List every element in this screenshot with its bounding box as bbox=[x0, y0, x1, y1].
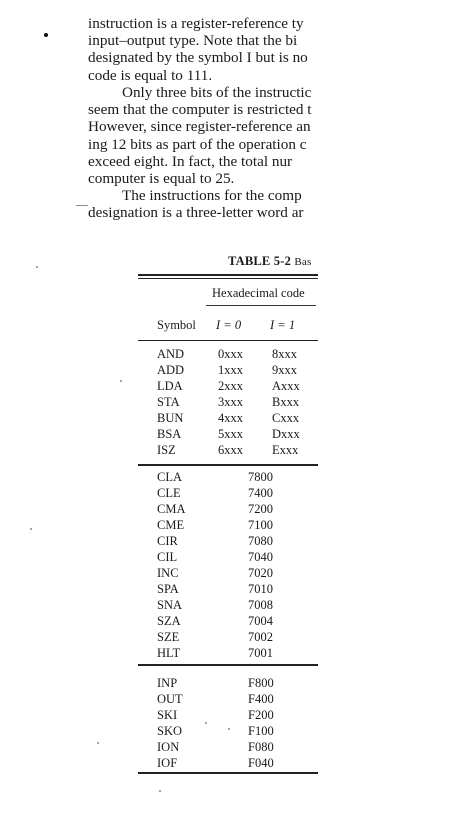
body-paragraph-3 bbox=[88, 187, 461, 221]
hex-code-direct: 3xxx bbox=[218, 395, 243, 409]
text-line: ing 12 bits as part of the operation c bbox=[88, 135, 307, 153]
text-line: The instructions for the comp bbox=[122, 187, 302, 204]
table-top-rule bbox=[138, 274, 318, 276]
text-line: However, since register-reference an bbox=[88, 118, 311, 136]
instruction-symbol: STA bbox=[157, 395, 180, 409]
hex-code: 7004 bbox=[248, 614, 273, 628]
instruction-symbol: INC bbox=[157, 566, 179, 580]
hex-code: F040 bbox=[248, 756, 274, 770]
margin-bullet-mark bbox=[44, 33, 48, 37]
scan-speck bbox=[76, 205, 88, 206]
hex-code-indirect: Dxxx bbox=[272, 427, 300, 441]
hex-code-indirect: Bxxx bbox=[272, 395, 300, 409]
instruction-symbol: AND bbox=[157, 347, 185, 361]
instruction-symbol: SZE bbox=[157, 630, 180, 644]
instruction-symbol: SZA bbox=[157, 614, 181, 628]
hex-code: 7080 bbox=[248, 534, 273, 548]
scan-speck bbox=[120, 380, 122, 382]
instruction-symbol: SKI bbox=[157, 708, 178, 722]
hex-code-direct: 1xxx bbox=[218, 363, 243, 377]
column-header-symbol: Symbol bbox=[157, 318, 196, 332]
body-paragraph-2 bbox=[88, 84, 461, 187]
text-line: seem that the computer is restricted t bbox=[88, 101, 312, 119]
text-line: designated by the symbol I but is no bbox=[88, 49, 308, 67]
hex-code: F200 bbox=[248, 708, 274, 722]
hex-code: 7001 bbox=[248, 646, 273, 660]
text-line: computer is equal to 25. bbox=[88, 169, 235, 187]
text-line: designation is a three-letter word ar bbox=[88, 204, 304, 222]
table-caption: Bas bbox=[294, 256, 312, 268]
instruction-symbol: BUN bbox=[157, 411, 184, 425]
hex-code: 7040 bbox=[248, 550, 273, 564]
scan-speck bbox=[228, 728, 230, 730]
text-line: exceed eight. In fact, the total nur bbox=[88, 152, 293, 170]
hex-code: F080 bbox=[248, 740, 274, 754]
column-header-i1: I = 1 bbox=[270, 318, 296, 332]
text-line: instruction is a register-reference ty bbox=[88, 15, 304, 32]
scan-speck bbox=[205, 722, 207, 724]
hex-code: 7400 bbox=[248, 486, 273, 500]
instruction-symbol: ADD bbox=[157, 363, 185, 377]
hex-code-direct: 6xxx bbox=[218, 443, 243, 457]
instruction-symbol: CIR bbox=[157, 534, 178, 548]
hex-code: F400 bbox=[248, 692, 274, 706]
scan-speck bbox=[36, 266, 38, 268]
hex-code: F100 bbox=[248, 724, 274, 738]
instruction-symbol: SKO bbox=[157, 724, 183, 738]
instruction-symbol: SPA bbox=[157, 582, 179, 596]
instruction-symbol: INP bbox=[157, 676, 178, 690]
hex-code-indirect: Cxxx bbox=[272, 411, 300, 425]
hex-code: 7100 bbox=[248, 518, 273, 532]
hex-code: 7002 bbox=[248, 630, 273, 644]
hex-code: 7008 bbox=[248, 598, 273, 612]
hex-code: 7200 bbox=[248, 502, 273, 516]
group-separator-rule bbox=[138, 664, 318, 666]
instruction-symbol: CLA bbox=[157, 470, 182, 484]
hex-code-direct: 4xxx bbox=[218, 411, 243, 425]
table-title bbox=[228, 254, 311, 269]
instruction-symbol: ISZ bbox=[157, 443, 176, 457]
group-separator-rule bbox=[138, 464, 318, 466]
hex-code: 7020 bbox=[248, 566, 273, 580]
instruction-symbol: HLT bbox=[157, 646, 181, 660]
hex-code-direct: 0xxx bbox=[218, 347, 243, 361]
instruction-symbol: BSA bbox=[157, 427, 182, 441]
hex-code-direct: 2xxx bbox=[218, 379, 243, 393]
hex-code-direct: 5xxx bbox=[218, 427, 243, 441]
text-line: input–output type. Note that the bi bbox=[88, 32, 298, 50]
hex-code: F800 bbox=[248, 676, 274, 690]
hex-code-indirect: Axxx bbox=[272, 379, 300, 393]
body-paragraph-1 bbox=[88, 15, 461, 84]
column-header-i0: I = 0 bbox=[216, 318, 242, 332]
text-line: code is equal to 111. bbox=[88, 66, 213, 84]
instruction-symbol: CLE bbox=[157, 486, 181, 500]
instruction-symbol: LDA bbox=[157, 379, 183, 393]
instruction-symbol: ION bbox=[157, 740, 180, 754]
instruction-symbol: CME bbox=[157, 518, 185, 532]
table-top-rule-2 bbox=[138, 278, 318, 279]
table-number: TABLE 5-2 bbox=[228, 254, 292, 268]
hex-code-group-header: Hexadecimal code bbox=[212, 286, 305, 300]
hex-code-indirect: 9xxx bbox=[272, 363, 297, 377]
hex-code: 7800 bbox=[248, 470, 273, 484]
hex-code: 7010 bbox=[248, 582, 273, 596]
instruction-symbol: SNA bbox=[157, 598, 183, 612]
instruction-symbol: CIL bbox=[157, 550, 178, 564]
table-bottom-rule bbox=[138, 772, 318, 774]
scan-speck bbox=[30, 528, 32, 530]
hex-code-indirect: Exxx bbox=[272, 443, 299, 457]
hex-code-indirect: 8xxx bbox=[272, 347, 297, 361]
scan-speck bbox=[159, 790, 161, 792]
instruction-symbol: CMA bbox=[157, 502, 186, 516]
header-bottom-rule bbox=[138, 340, 318, 341]
instruction-symbol: OUT bbox=[157, 692, 183, 706]
group-header-rule bbox=[206, 305, 316, 306]
scan-speck bbox=[97, 742, 99, 744]
text-line: Only three bits of the instructic bbox=[122, 84, 312, 101]
instruction-symbol: IOF bbox=[157, 756, 178, 770]
